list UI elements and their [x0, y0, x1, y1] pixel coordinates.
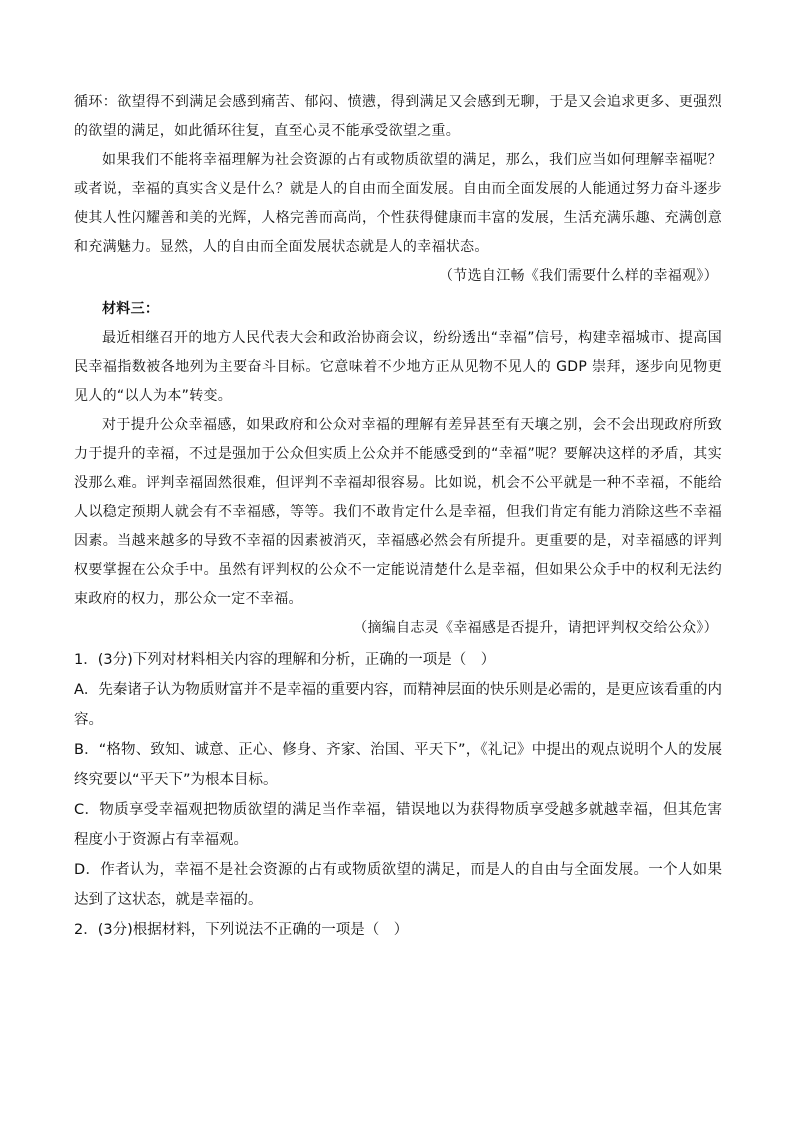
material2-paragraph: 如果我们不能将幸福理解为社会资源的占有或物质欲望的满足，那么，我们应当如何理解幸福呢？或者说，幸福的真实含义是什么？就是人的自由而全面发展。自由而全面发展的人能通过努力奋斗逐步使其人性闪耀善和美的光辉，人格完善而高尚，个性获得健康而丰富的发展，生活充满乐趣、充满创意和充满魅力。显然，人的自由而全面发展状态就是人的幸福状态。 [74, 152, 722, 255]
material3-heading: 材料三： [102, 301, 160, 317]
document-page [74, 88, 722, 945]
material3-source: （摘编自志灵《幸福感是否提升，请把评判权交给公众》） [353, 620, 718, 636]
question-1-stem: 1．(3分)下列对材料相关内容的理解和分析，正确的一项是（ ） [74, 652, 496, 668]
material2-paragraph-continued: 循环：欲望得不到满足会感到痛苦、郁闷、愤懑，得到满足又会感到无聊，于是又会追求更多、更强烈的欲望的满足，如此循环往复，直至心灵不能承受欲望之重。 [74, 94, 722, 139]
question-1-option-c: C．物质享受幸福观把物质欲望的满足当作幸福，错误地以为获得物质享受越多就越幸福，但其危害程度小于资源占有幸福观。 [74, 802, 722, 848]
material2-source: （节选自江畅《我们需要什么样的幸福观》） [439, 268, 718, 284]
question-1-option-a: A．先秦诸子认为物质财富并不是幸福的重要内容，而精神层面的快乐则是必需的，是更应该看重的内容。 [74, 682, 722, 728]
question-1-option-b: B．“格物、致知、诚意、正心、修身、齐家、治国、平天下”，《礼记》中提出的观点说明个人的发展终究要以“平天下”为根本目标。 [74, 742, 722, 788]
question-1-option-d: D．作者认为，幸福不是社会资源的占有或物质欲望的满足，而是人的自由与全面发展。一个人如果达到了这状态，就是幸福的。 [74, 862, 722, 908]
material3-paragraph-2: 对于提升公众幸福感，如果政府和公众对幸福的理解有差异甚至有天壤之别，会不会出现政府所致力于提升的幸福，不过是强加于公众但实质上公众并不能感受到的“幸福”呢？要解决这样的矛盾，其实没那么难。评判幸福固然很难，但评判不幸福却很容易。比如说，机会不公平就是一种不幸福，不能给人以稳定预期人就会有不幸福感，等等。我们不敢肯定什么是幸福，但我们肯定有能力消除这些不幸福因素。当越来越多的导致不幸福的因素被消灭，幸福感必然会有所提升。更重要的是，对幸福感的评判权要掌握在公众手中。虽然有评判权的公众不一定能说清楚什么是幸福，但如果公众手中的权利无法约束政府的权力，那公众一定不幸福。 [74, 417, 722, 607]
material3-paragraph-1: 最近相继召开的地方人民代表大会和政治协商会议，纷纷透出“幸福”信号，构建幸福城市、提高国民幸福指数被各地列为主要奋斗目标。它意味着不少地方正从见物不见人的 GDP 崇拜，逐步向见物更见人的“以人为本”转变。 [74, 330, 722, 404]
question-2-stem: 2．(3分)根据材料，下列说法不正确的一项是（ ） [74, 922, 409, 938]
